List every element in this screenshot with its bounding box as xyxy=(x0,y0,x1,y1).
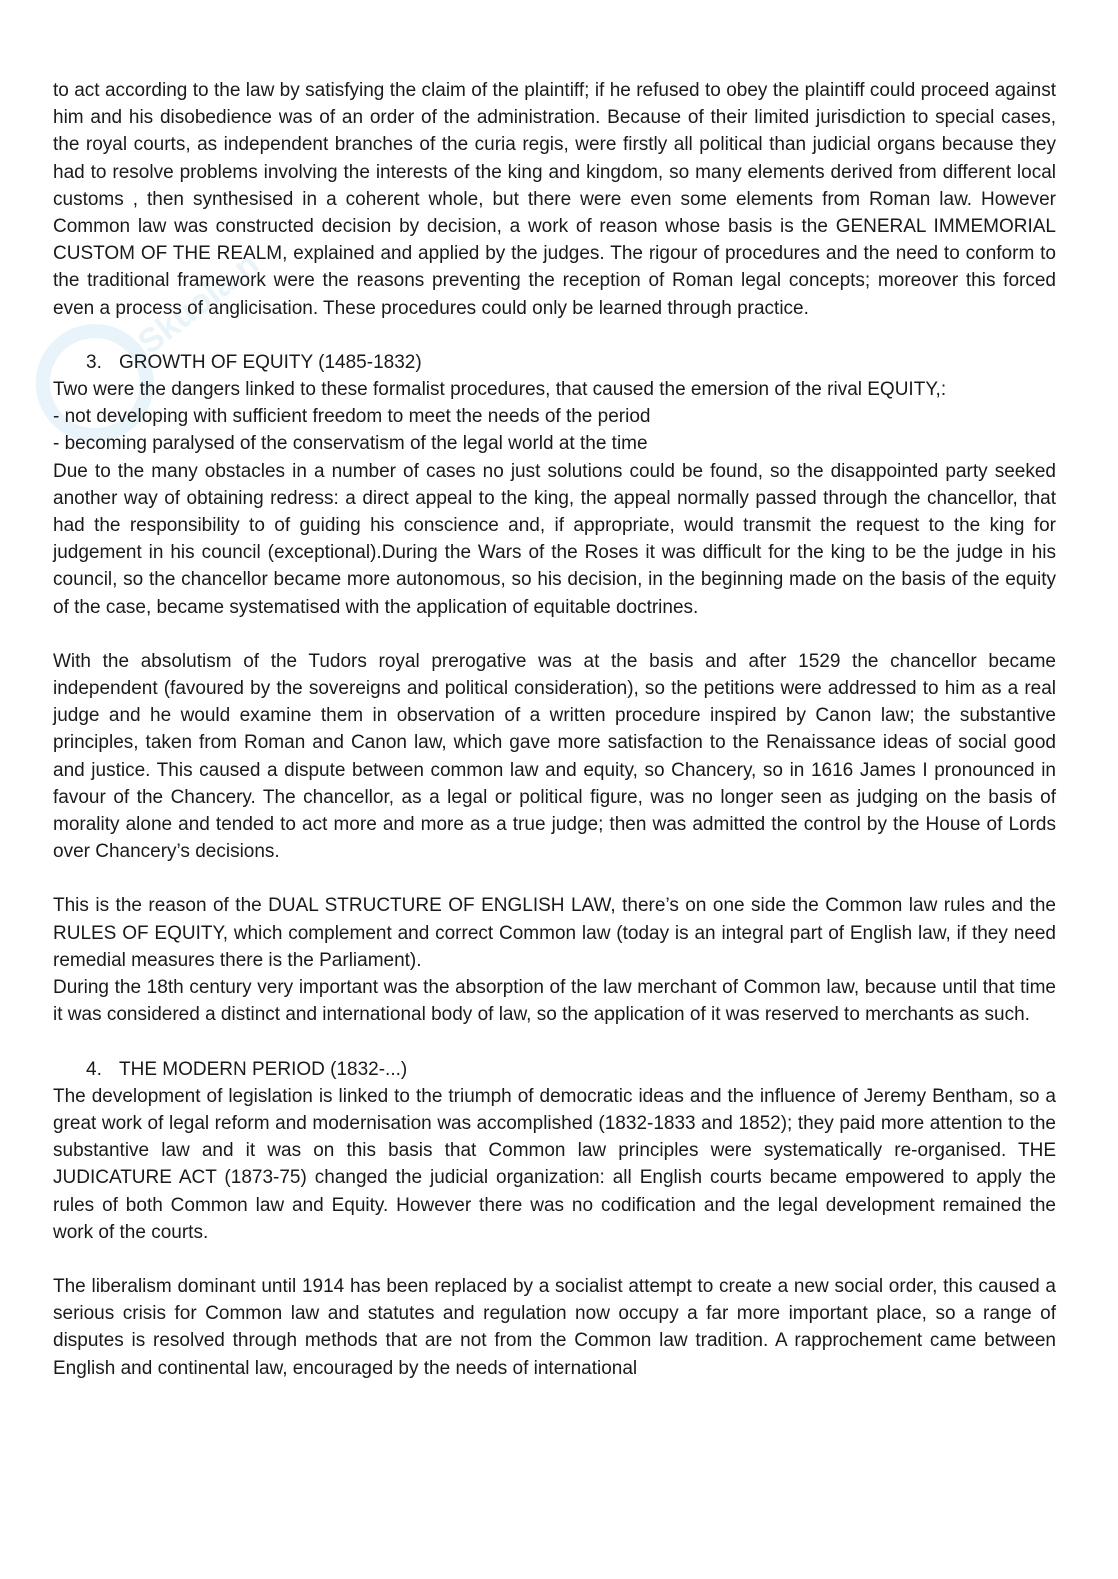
paragraph-law-merchant: During the 18th century very important was the absorption of the law merchant of Common law, because until that time it was considered a distinct and international body of law, so the application of it was reserved to merchants as such. xyxy=(53,977,1056,1026)
paragraph-dual-structure: This is the reason of the DUAL STRUCTURE OF ENGLISH LAW, there’s on one side the Common law rules and the RULES OF EQUITY, which complement and correct Common law (today is an integral part of English law, if they need remedial measures there is the Parliament). xyxy=(53,895,1056,971)
section-title: GROWTH OF EQUITY (1485-1832) xyxy=(119,351,422,373)
section-number: 4. xyxy=(86,1058,102,1080)
list-item-danger-1: - not developing with sufficient freedom to meet the needs of the period xyxy=(53,406,651,428)
paragraph-chancellor-appeal: Due to the many obstacles in a number of cases no just solutions could be found, so the disappointed party seeked another way of obtaining redress: a direct appeal to the king, the appeal normally passed through the chancellor, that had the responsibility to of guiding his conscience and, if appropriate, would transmit the request to the king for judgement in his council (exceptional).During the Wars of the Roses it was difficult for the king to be the judge in his council, so the chancellor became more autonomous, so his decision, in the beginning made on the basis of the equity of the case, became systematised with the application of equitable doctrines. xyxy=(53,460,1056,618)
document-page xyxy=(53,77,1056,1382)
watermark-text: Skuola.net xyxy=(131,226,290,362)
paragraph-liberalism: The liberalism dominant until 1914 has been replaced by a socialist attempt to create a new social order, this caused a serious crisis for Common law and statutes and regulation now occupy a far more important place, so a range of disputes is resolved through methods that are not from the Common law tradition. A rapprochement came between English and continental law, encouraged by the needs of international xyxy=(53,1275,1056,1379)
paragraph-dangers-intro: Two were the dangers linked to these formalist procedures, that caused the emersion of the rival EQUITY,: xyxy=(53,379,947,401)
section-number: 3. xyxy=(86,351,102,373)
section-heading-growth-of-equity xyxy=(53,349,1056,376)
section-heading-modern-period xyxy=(53,1056,1056,1083)
section-title: THE MODERN PERIOD (1832-...) xyxy=(119,1058,408,1080)
paragraph-common-law-procedures: to act according to the law by satisfying the claim of the plaintiff; if he refused to obey the plaintiff could proceed against him and his disobedience was of an order of the administration. Because of their limited jurisdiction to special cases, the royal courts, as independent branches of the curia regis, were firstly all political than judicial organs because they had to resolve problems involving the interests of the king and kingdom, so many elements derived from different local customs , then synthesised in a coherent whole, but there were even some elements from Roman law. However Common law was constructed decision by decision, a work of reason whose basis is the GENERAL IMMEMORIAL CUSTOM OF THE REALM, explained and applied by the judges. The rigour of procedures and the need to conform to the traditional framework were the reasons preventing the reception of Roman legal concepts; moreover this forced even a process of anglicisation. These procedures could only be learned through practice. xyxy=(53,80,1056,319)
list-item-danger-2: - becoming paralysed of the conservatism of the legal world at the time xyxy=(53,433,648,455)
paragraph-tudors-absolutism: With the absolutism of the Tudors royal prerogative was at the basis and after 1529 the chancellor became independent (favoured by the sovereigns and political consideration), so the petitions were addressed to him as a real judge and he would examine them in observation of a written procedure inspired by Canon law; the substantive principles, taken from Roman and Canon law, which gave more satisfaction to the Renaissance ideas of social good and justice. This caused a dispute between common law and equity, so Chancery, so in 1616 James I pronounced in favour of the Chancery. The chancellor, as a legal or political figure, was no longer seen as judging on the basis of morality alone and tended to act more and more as a true judge; then was admitted the control by the House of Lords over Chancery’s decisions. xyxy=(53,650,1056,863)
paragraph-legislation-development: The development of legislation is linked to the triumph of democratic ideas and the influence of Jeremy Bentham, so a great work of legal reform and modernisation was accomplished (1832-1833 and 1852); they paid more attention to the substantive law and it was on this basis that Common law principles were systematically re-organised. THE JUDICATURE ACT (1873-75) changed the judicial organization: all English courts became empowered to apply the rules of both Common law and Equity. However there was no codification and the legal development remained the work of the courts. xyxy=(53,1085,1056,1243)
